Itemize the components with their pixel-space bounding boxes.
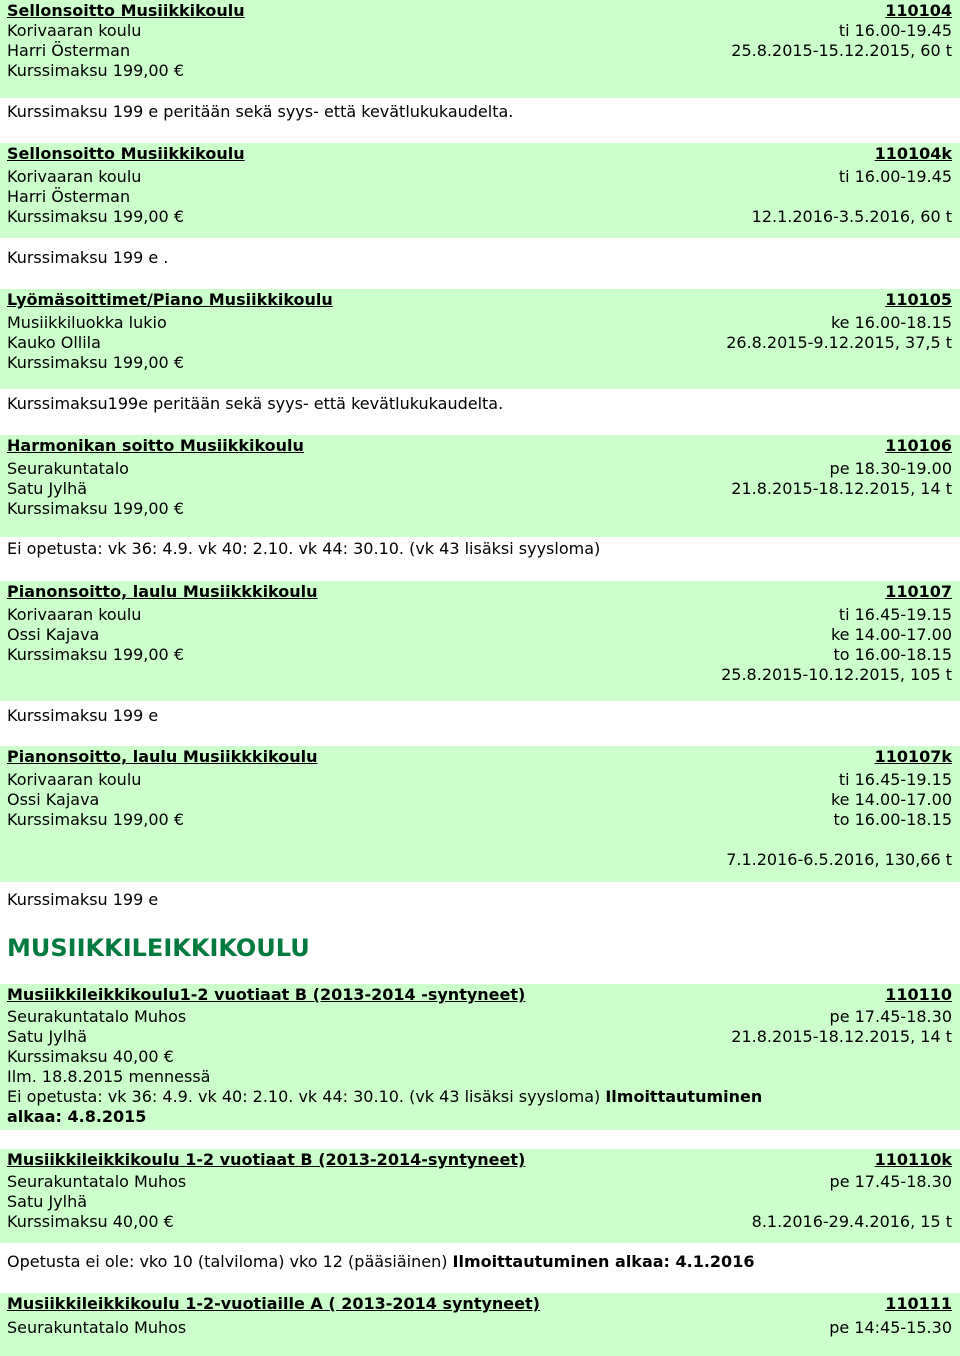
course-header xyxy=(7,747,952,767)
course-time: to 16.00-18.15 xyxy=(833,810,952,829)
course-header xyxy=(7,1150,952,1170)
course-code: 110104k xyxy=(874,144,952,163)
course-place: Musiikkiluokka lukio xyxy=(7,313,167,332)
course-row xyxy=(7,479,952,499)
course-header xyxy=(7,985,952,1005)
course-row xyxy=(7,21,952,41)
course-title: Musiikkileikkikoulu 1-2-vuotiaille A ( 2013-2014 syntyneet) xyxy=(7,1294,540,1313)
course-place: Korivaaran koulu xyxy=(7,605,142,624)
course-time: ke 14.00-17.00 xyxy=(830,790,952,809)
course-note: Kurssimaksu 199 e xyxy=(7,706,159,725)
course-header xyxy=(7,436,952,456)
course-note: Kurssimaksu 199 e xyxy=(7,890,159,909)
course-row xyxy=(7,1172,952,1192)
course-row xyxy=(7,645,952,665)
course-time: to 16.00-18.15 xyxy=(833,645,952,664)
course-note: Kurssimaksu 199 e peritään sekä syys- että kevätlukukaudelta. xyxy=(7,102,514,121)
course-row xyxy=(7,850,952,870)
course-note-bold: alkaa: 4.8.2015 xyxy=(7,1107,147,1126)
course-code: 110106 xyxy=(885,436,952,455)
course-title: Pianonsoitto, laulu Musiikkkikoulu xyxy=(7,747,318,766)
course-place: Seurakuntatalo Muhos xyxy=(7,1007,187,1026)
course-place: Seurakuntatalo Muhos xyxy=(7,1172,187,1191)
course-time: ke 14.00-17.00 xyxy=(830,625,952,644)
course-row xyxy=(7,810,952,830)
course-time: pe 14:45-15.30 xyxy=(829,1318,952,1337)
course-teacher: Harri Österman xyxy=(7,41,131,60)
course-note-line2 xyxy=(7,1107,952,1127)
course-time: ti 16.45-19.15 xyxy=(838,605,952,624)
course-code: 110110 xyxy=(885,985,952,1004)
course-row xyxy=(7,333,952,353)
course-period: 21.8.2015-18.12.2015, 14 t xyxy=(731,1027,952,1046)
course-row xyxy=(7,1007,952,1027)
course-place: Seurakuntatalo xyxy=(7,459,129,478)
course-note: Kurssimaksu199e peritään sekä syys- että kevätlukukaudelta. xyxy=(7,394,504,413)
course-time: pe 17.45-18.30 xyxy=(829,1007,952,1026)
course-fee: Kurssimaksu 199,00 € xyxy=(7,207,184,226)
course-row xyxy=(7,1212,952,1232)
course-row xyxy=(7,665,952,685)
course-period: 25.8.2015-15.12.2015, 60 t xyxy=(731,41,952,60)
course-teacher: Satu Jylhä xyxy=(7,1192,88,1211)
course-row xyxy=(7,167,952,187)
course-code: 110107 xyxy=(885,582,952,601)
course-teacher: Kauko Ollila xyxy=(7,333,101,352)
course-teacher: Harri Österman xyxy=(7,187,131,206)
course-row xyxy=(7,770,952,790)
course-fee: Kurssimaksu 199,00 € xyxy=(7,810,184,829)
course-time: pe 17.45-18.30 xyxy=(829,1172,952,1191)
course-time: pe 18.30-19.00 xyxy=(829,459,952,478)
course-note-text: Ei opetusta: vk 36: 4.9. vk 40: 2.10. vk 44: 30.10. (vk 43 lisäksi syysloma) xyxy=(7,1087,601,1106)
course-period: 21.8.2015-18.12.2015, 14 t xyxy=(731,479,952,498)
course-row xyxy=(7,625,952,645)
course-note: Ei opetusta: vk 36: 4.9. vk 40: 2.10. vk 44: 30.10. (vk 43 lisäksi syysloma) xyxy=(7,539,601,558)
course-header xyxy=(7,144,952,164)
course-header xyxy=(7,1,952,21)
course-teacher: Ossi Kajava xyxy=(7,625,100,644)
course-place: Seurakuntatalo Muhos xyxy=(7,1318,187,1337)
course-fee: Kurssimaksu 40,00 € xyxy=(7,1212,174,1231)
course-code: 110105 xyxy=(885,290,952,309)
course-note xyxy=(7,1087,952,1107)
course-time: ti 16.45-19.15 xyxy=(838,770,952,789)
course-note: Kurssimaksu 199 e . xyxy=(7,248,169,267)
course-row xyxy=(7,353,952,373)
course-row xyxy=(7,1047,952,1067)
course-title: Sellonsoitto Musiikkikoulu xyxy=(7,1,245,20)
course-row xyxy=(7,499,952,519)
course-teacher: Satu Jylhä xyxy=(7,479,88,498)
course-row xyxy=(7,1318,952,1338)
course-code: 110110k xyxy=(874,1150,952,1169)
course-row xyxy=(7,1067,952,1087)
course-title: Musiikkileikkikoulu1-2 vuotiaat B (2013-2014 -syntyneet) xyxy=(7,985,526,1004)
course-fee: Kurssimaksu 199,00 € xyxy=(7,499,184,518)
course-fee: Kurssimaksu 40,00 € xyxy=(7,1047,174,1066)
course-code: 110107k xyxy=(874,747,952,766)
course-title: Lyömäsoittimet/Piano Musiikkikoulu xyxy=(7,290,333,309)
course-place: Korivaaran koulu xyxy=(7,770,142,789)
course-note-bold: Ilmoittautuminen alkaa: 4.1.2016 xyxy=(452,1252,755,1271)
course-time: ti 16.00-19.45 xyxy=(838,167,952,186)
course-title: Musiikkileikkikoulu 1-2 vuotiaat B (2013-2014-syntyneet) xyxy=(7,1150,526,1169)
course-fee: Kurssimaksu 199,00 € xyxy=(7,645,184,664)
course-note-bold: Ilmoittautuminen xyxy=(605,1087,763,1106)
course-period: 26.8.2015-9.12.2015, 37,5 t xyxy=(726,333,952,352)
course-teacher: Satu Jylhä xyxy=(7,1027,88,1046)
course-period: 12.1.2016-3.5.2016, 60 t xyxy=(751,207,952,226)
course-title: Pianonsoitto, laulu Musiikkkikoulu xyxy=(7,582,318,601)
course-row xyxy=(7,790,952,810)
course-code: 110104 xyxy=(885,1,952,20)
course-registration-deadline: Ilm. 18.8.2015 mennessä xyxy=(7,1067,211,1086)
course-time: ke 16.00-18.15 xyxy=(830,313,952,332)
course-teacher: Ossi Kajava xyxy=(7,790,100,809)
course-place: Korivaaran koulu xyxy=(7,21,142,40)
course-place: Korivaaran koulu xyxy=(7,167,142,186)
course-row xyxy=(7,1027,952,1047)
section-heading: MUSIIKKILEIKKIKOULU xyxy=(7,934,310,962)
course-header xyxy=(7,290,952,310)
course-fee: Kurssimaksu 199,00 € xyxy=(7,61,184,80)
course-fee: Kurssimaksu 199,00 € xyxy=(7,353,184,372)
course-period: 8.1.2016-29.4.2016, 15 t xyxy=(751,1212,952,1231)
course-row xyxy=(7,313,952,333)
course-row xyxy=(7,61,952,81)
course-header xyxy=(7,582,952,602)
course-title: Sellonsoitto Musiikkikoulu xyxy=(7,144,245,163)
course-note-text: Opetusta ei ole: vko 10 (talviloma) vko 12 (pääsiäinen) xyxy=(7,1252,448,1271)
course-row xyxy=(7,41,952,61)
course-title: Harmonikan soitto Musiikkikoulu xyxy=(7,436,304,455)
course-row xyxy=(7,605,952,625)
course-time: ti 16.00-19.45 xyxy=(838,21,952,40)
course-header xyxy=(7,1294,952,1314)
course-row xyxy=(7,187,952,207)
course-code: 110111 xyxy=(885,1294,952,1313)
course-period: 25.8.2015-10.12.2015, 105 t xyxy=(721,665,952,684)
course-note xyxy=(7,1252,952,1272)
course-row xyxy=(7,207,952,227)
course-period: 7.1.2016-6.5.2016, 130,66 t xyxy=(726,850,952,869)
course-row xyxy=(7,1192,952,1212)
course-row xyxy=(7,459,952,479)
